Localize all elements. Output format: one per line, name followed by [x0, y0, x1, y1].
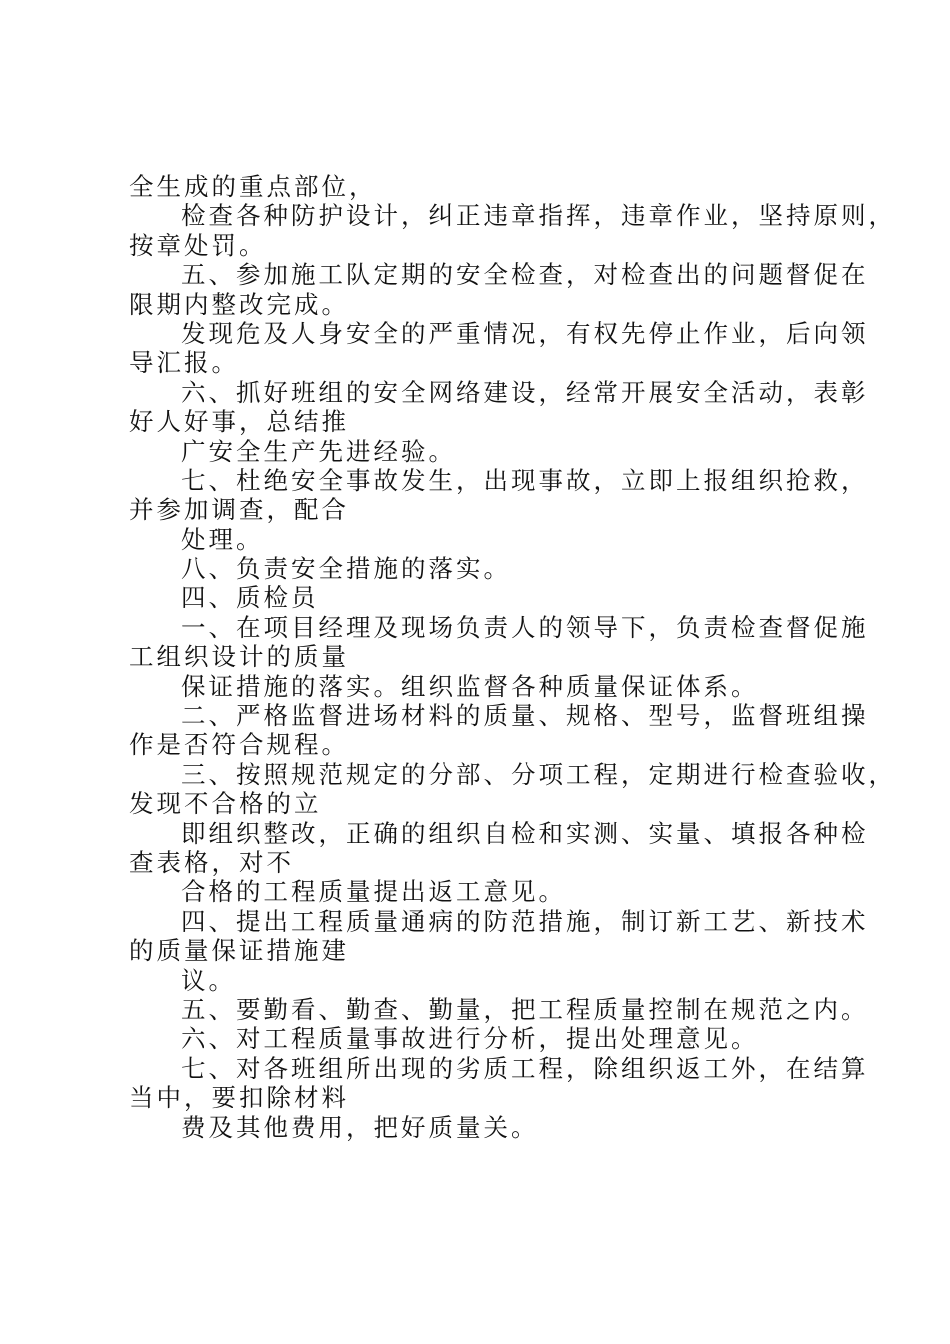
text-line: 四、提出工程质量通病的防范措施，制订新工艺、新技术 — [181, 906, 869, 936]
text-line: 一、在项目经理及现场负责人的领导下，负责检查督促施 — [181, 612, 869, 642]
text-line: 发现危及人身安全的严重情况，有权先停止作业，后向领 — [181, 318, 869, 348]
text-line: 费及其他费用，把好质量关。 — [181, 1112, 539, 1142]
text-line: 三、按照规范规定的分部、分项工程，定期进行检查验收， — [181, 759, 896, 789]
text-line: 查表格，对不 — [129, 847, 294, 877]
text-line: 广安全生产先进经验。 — [181, 436, 456, 466]
text-line: 全生成的重点部位， — [129, 172, 377, 201]
text-line: 工组织设计的质量 — [129, 642, 349, 672]
text-line: 保证措施的落实。组织监督各种质量保证体系。 — [181, 671, 759, 701]
text-line: 五、参加施工队定期的安全检查，对检查出的问题督促在 — [181, 260, 869, 290]
text-line: 八、负责安全措施的落实。 — [181, 554, 511, 584]
text-line: 四、质检员 — [181, 583, 319, 613]
text-line: 当中，要扣除材料 — [129, 1083, 349, 1113]
text-line: 处理。 — [181, 524, 264, 554]
text-line: 导汇报。 — [129, 348, 239, 378]
text-line: 并参加调查，配合 — [129, 495, 349, 525]
text-line: 合格的工程质量提出返工意见。 — [181, 877, 566, 907]
text-line: 限期内整改完成。 — [129, 289, 349, 319]
text-line: 即组织整改，正确的组织自检和实测、实量、填报各种检 — [181, 818, 869, 848]
text-line: 议。 — [181, 965, 236, 995]
text-line: 二、严格监督进场材料的质量、规格、型号，监督班组操 — [181, 701, 869, 731]
text-line: 按章处罚。 — [129, 230, 267, 260]
text-line: 发现不合格的立 — [129, 789, 322, 819]
document-body — [129, 172, 896, 1142]
text-line: 好人好事，总结推 — [129, 407, 349, 437]
text-line: 作是否符合规程。 — [129, 730, 349, 760]
text-line: 七、杜绝安全事故发生，出现事故，立即上报组织抢救， — [181, 465, 869, 495]
text-line: 五、要勤看、勤查、勤量，把工程质量控制在规范之内。 — [181, 994, 869, 1024]
text-line: 六、抓好班组的安全网络建设，经常开展安全活动，表彰 — [181, 377, 869, 407]
text-line: 七、对各班组所出现的劣质工程，除组织返工外，在结算 — [181, 1053, 869, 1083]
text-line: 的质量保证措施建 — [129, 936, 349, 966]
text-line: 六、对工程质量事故进行分析，提出处理意见。 — [181, 1024, 759, 1054]
text-line: 检查各种防护设计，纠正违章指挥，违章作业，坚持原则， — [181, 201, 896, 231]
